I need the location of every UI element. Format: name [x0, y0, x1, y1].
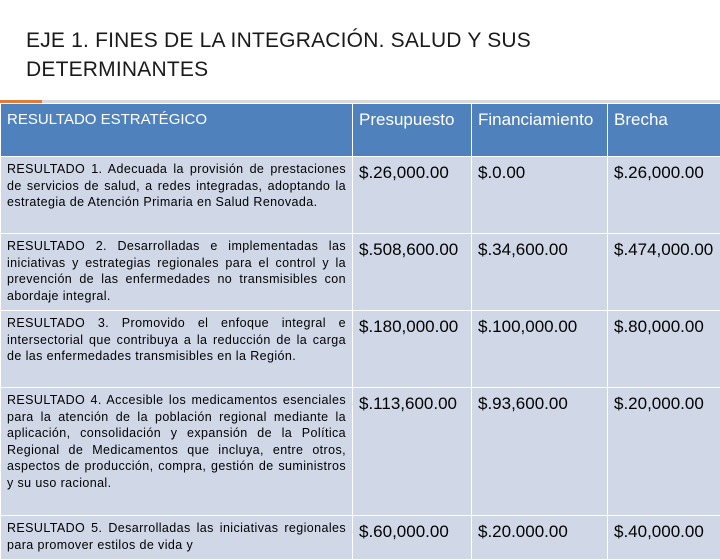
result-description: RESULTADO 2. Desarrolladas e implementadas las iniciativas y estrategias regionales para el control y la prevención de las enfermedades no transmisibles con abordaje integral.	[1, 234, 353, 311]
financing-cell: $.100,000.00	[472, 311, 608, 388]
table-row	[1, 234, 720, 311]
result-description: RESULTADO 4. Accesible los medicamentos esenciales para la atención de la población regional mediante la aplicación, consolidación y expansión de la Política Regional de Medicamentos que incluya, entre otros, aspectos de producción, compra, gestión de suministros y su uso racional.	[1, 388, 353, 516]
financing-cell: $.93,600.00	[472, 388, 608, 516]
header-gap: Brecha	[608, 104, 720, 157]
header-budget: Presupuesto	[353, 104, 472, 157]
table-row	[1, 388, 720, 516]
gap-cell: $.474,000.00	[608, 234, 720, 311]
financing-cell: $.34,600.00	[472, 234, 608, 311]
result-description: RESULTADO 1. Adecuada la provisión de prestaciones de servicios de salud, a redes integradas, adoptando la estrategia de Atención Primaria en Salud Renovada.	[1, 157, 353, 234]
slide-title: EJE 1. FINES DE LA INTEGRACIÓN. SALUD Y SUS DETERMINANTES	[26, 26, 686, 84]
gap-cell: $.80,000.00	[608, 311, 720, 388]
table-header-row	[1, 104, 720, 157]
budget-cell: $.113,600.00	[353, 388, 472, 516]
budget-cell: $.508,600.00	[353, 234, 472, 311]
financing-cell: $.0.00	[472, 157, 608, 234]
table-row	[1, 157, 720, 234]
header-financing: Financiamiento	[472, 104, 608, 157]
budget-cell: $.26,000.00	[353, 157, 472, 234]
header-result: RESULTADO ESTRATÉGICO	[1, 104, 353, 157]
result-description: RESULTADO 5. Desarrolladas las iniciativas regionales para promover estilos de vida y	[1, 516, 353, 560]
budget-cell: $.60,000.00	[353, 516, 472, 560]
gap-cell: $.26,000.00	[608, 157, 720, 234]
budget-cell: $.180,000.00	[353, 311, 472, 388]
gap-cell: $.40,000.00	[608, 516, 720, 560]
gap-cell: $.20,000.00	[608, 388, 720, 516]
table-row	[1, 516, 720, 560]
financing-cell: $.20.000.00	[472, 516, 608, 560]
result-description: RESULTADO 3. Promovido el enfoque integral e intersectorial que contribuya a la reducción de la carga de las enfermedades transmisibles en la Región.	[1, 311, 353, 388]
strategic-results-table	[0, 103, 720, 560]
table-row	[1, 311, 720, 388]
